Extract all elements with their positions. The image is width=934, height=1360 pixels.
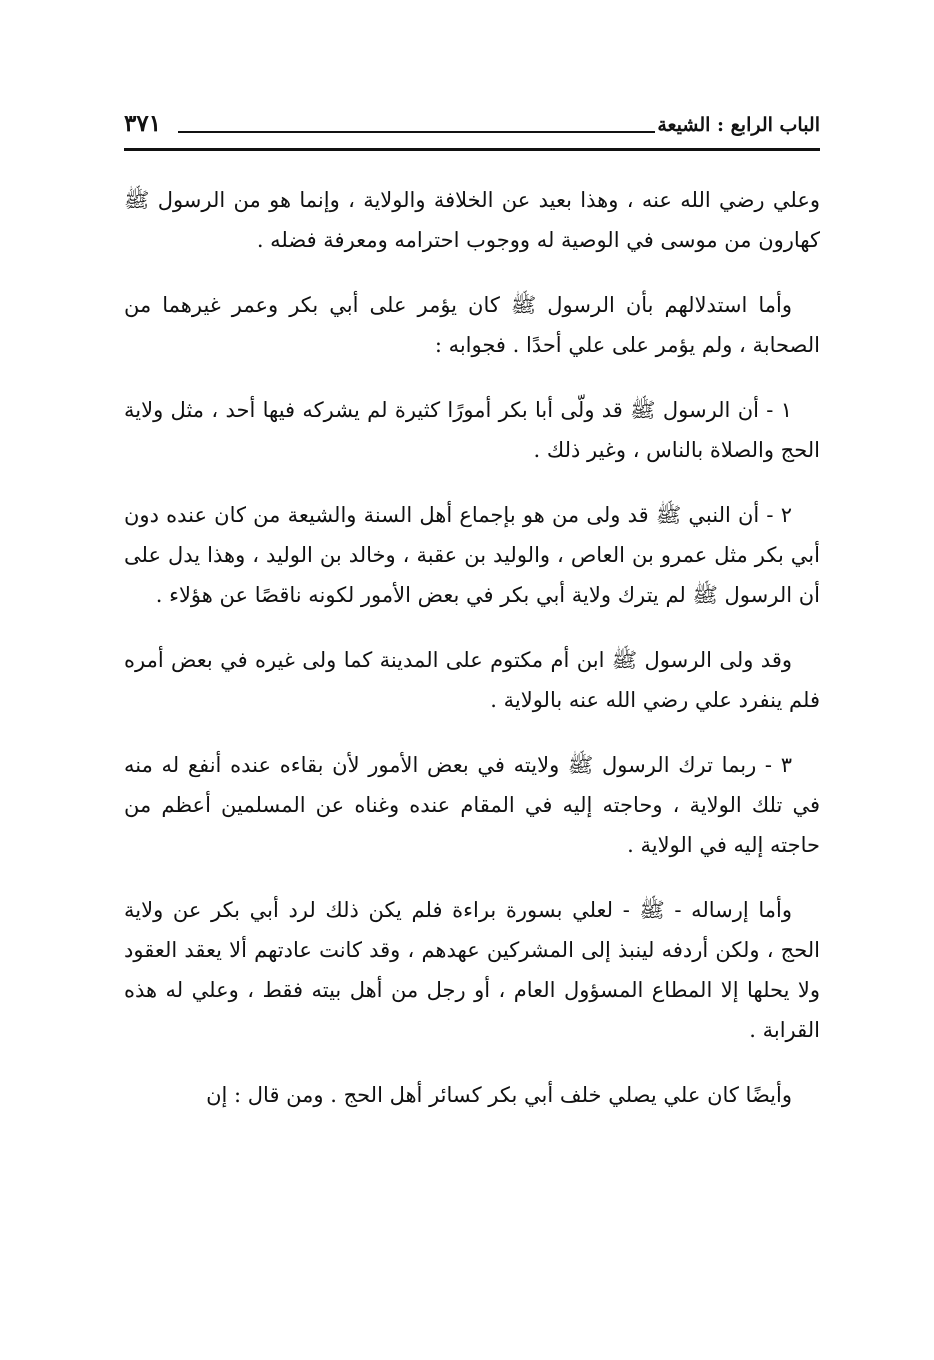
- header-divider-line: [178, 131, 655, 133]
- paragraph-4: ٢ - أن النبي ﷺ قد ولى من هو بإجماع أهل السنة والشيعة من كان عنده دون أبي بكر مثل عمرو بن العاص ، والوليد بن عقبة ، وخالد بن الوليد ، وهذا يدل على أن الرسول ﷺ لم يترك ولاية أبي بكر في بعض الأمور لكونه ناقصًا عن هؤلاء .: [124, 503, 820, 607]
- paragraph-7: وأما إرساله - ﷺ - لعلي بسورة براءة فلم يكن ذلك لرد أبي بكر عن ولاية الحج ، ولكن أردفه لينبذ إلى المشركين عهدهم ، وقد كانت عادتهم ألا يعقد العقود ولا يحلها إلا المطاع المسؤول العام ، أو رجل من أهل بيته فقط ، وعلي له هذه القرابة .: [124, 898, 820, 1042]
- paragraph-1: وعلي رضي الله عنه ، وهذا بعيد عن الخلافة والولاية ، وإنما هو من الرسول ﷺ كهارون من موسى في الوصية له ووجوب احترامه ومعرفة فضله .: [124, 188, 820, 252]
- header-rule: [124, 148, 820, 151]
- paragraph-3: ١ - أن الرسول ﷺ قد ولّى أبا بكر أمورًا كثيرة لم يشركه فيها أحد ، مثل ولاية الحج والصلاة بالناس ، وغير ذلك .: [124, 398, 820, 462]
- page-body: [124, 180, 820, 1115]
- paragraph-5: وقد ولى الرسول ﷺ ابن أم مكتوم على المدينة كما ولى غيره في بعض أمره فلم ينفرد علي رضي الله عنه بالولاية .: [124, 648, 820, 712]
- page-number: ٣٧١: [124, 110, 162, 137]
- chapter-title: الباب الرابع : الشيعة: [657, 114, 820, 136]
- paragraph-6: ٣ - ربما ترك الرسول ﷺ ولايته في بعض الأمور لأن بقاءه عنده أنفع له منه في تلك الولاية ، وحاجته إليه في المقام عنده وغناه عن المسلمين أعظم من حاجته إليه في الولاية .: [124, 753, 820, 857]
- page-header: [124, 108, 820, 148]
- paragraph-2: وأما استدلالهم بأن الرسول ﷺ كان يؤمر على أبي بكر وعمر غيرهما من الصحابة ، ولم يؤمر على علي أحدًا . فجوابه :: [124, 293, 820, 357]
- paragraph-8: وأيضًا كان علي يصلي خلف أبي بكر كسائر أهل الحج . ومن قال : إن: [206, 1083, 792, 1107]
